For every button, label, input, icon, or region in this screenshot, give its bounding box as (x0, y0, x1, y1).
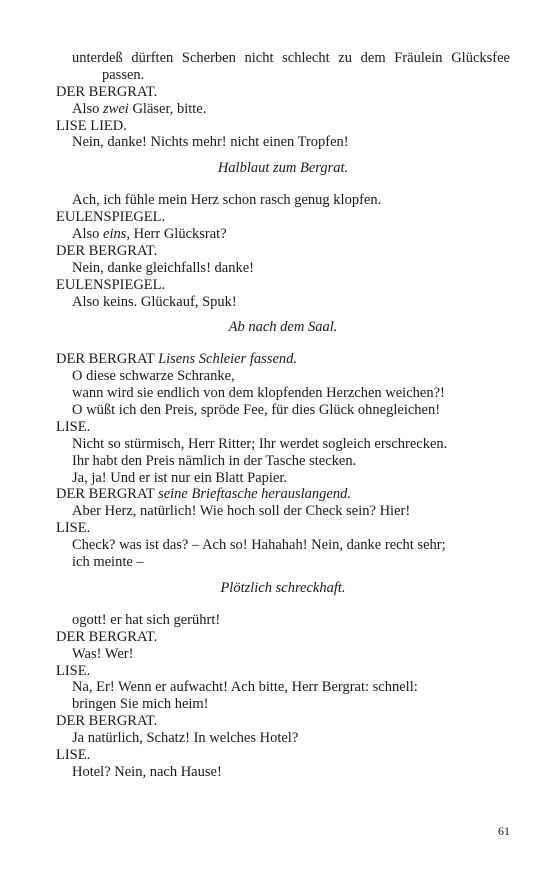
speaker-label: LISE. (56, 520, 91, 537)
verse-line: O wüßt ich den Preis, spröde Fee, für dies Glück ohnegleichen! (72, 402, 441, 419)
emphasis: eins, (103, 226, 131, 243)
play-text (56, 50, 510, 781)
stage-direction: Plötzlich schreckhaft. (220, 579, 346, 596)
verse-line: Nein, danke gleichfalls! danke! (72, 259, 254, 276)
speaker-label: DER BERGRAT. (56, 83, 158, 100)
speaker-label: LISE LIED. (56, 117, 127, 134)
verse-line: unterdeß dürften Scherben nicht schlecht zu dem Fräulein Glücksfee (72, 50, 510, 66)
speaker-label: LISE. (56, 662, 91, 679)
emphasis: zwei (103, 100, 129, 117)
verse-line: Was! Wer! (72, 645, 134, 662)
verse-line: wann wird sie endlich von dem klopfenden Herzchen weichen?! (72, 385, 445, 402)
verse-line: ogott! er hat sich gerührt! (72, 611, 221, 628)
verse-line: bringen Sie mich heim! (72, 696, 209, 713)
verse-line: Nicht so stürmisch, Herr Ritter; Ihr werdet sogleich erschrecken. (72, 435, 448, 452)
verse-line: O diese schwarze Schranke, (72, 368, 235, 385)
speaker-label: DER BERGRAT. (56, 242, 158, 259)
verse-line: Ja, ja! Und er ist nur ein Blatt Papier. (72, 469, 288, 486)
verse-line: passen. (102, 66, 145, 83)
verse-line: Ach, ich fühle mein Herz schon rasch genug klopfen. (72, 192, 382, 209)
stage-direction: Halblaut zum Bergrat. (217, 160, 349, 177)
verse-line: Na, Er! Wenn er aufwacht! Ach bitte, Herr Bergrat: schnell: (72, 679, 418, 696)
verse-line: Also eins, Herr Glücksrat? (72, 226, 227, 243)
speaker-label: LISE. (56, 746, 91, 763)
verse-line: Nein, danke! Nichts mehr! nicht einen Tropfen! (72, 134, 349, 151)
verse-line: Aber Herz, natürlich! Wie hoch soll der Check sein? Hier! (72, 503, 411, 520)
verse-line: Ihr habt den Preis nämlich in der Tasche stecken. (72, 452, 357, 469)
speaker-label: DER BERGRAT Lisens Schleier fassend. (56, 351, 298, 368)
speaker-label: DER BERGRAT seine Brieftasche herauslangend. (56, 486, 351, 503)
speaker-label: DER BERGRAT. (56, 713, 158, 730)
verse-line: Hotel? Nein, nach Hause! (72, 763, 222, 780)
stage-direction: Ab nach dem Saal. (228, 319, 338, 336)
verse-line: ich meinte – (72, 554, 144, 571)
inline-stage-direction: seine Brieftasche herauslangend. (158, 486, 351, 503)
inline-stage-direction: Lisens Schleier fassend. (158, 351, 298, 368)
verse-line: Ja natürlich, Schatz! In welches Hotel? (72, 730, 299, 747)
verse-line: Also zwei Gläser, bitte. (72, 100, 207, 117)
verse-line: Check? was ist das? – Ach so! Hahahah! Nein, danke recht sehr; (72, 537, 446, 554)
speaker-label: EULENSPIEGEL. (56, 276, 166, 293)
speaker-label: EULENSPIEGEL. (56, 209, 166, 226)
page-number: 61 (498, 824, 510, 838)
speaker-label: LISE. (56, 418, 91, 435)
verse-line: Also keins. Glückauf, Spuk! (72, 293, 237, 310)
speaker-label: DER BERGRAT. (56, 628, 158, 645)
